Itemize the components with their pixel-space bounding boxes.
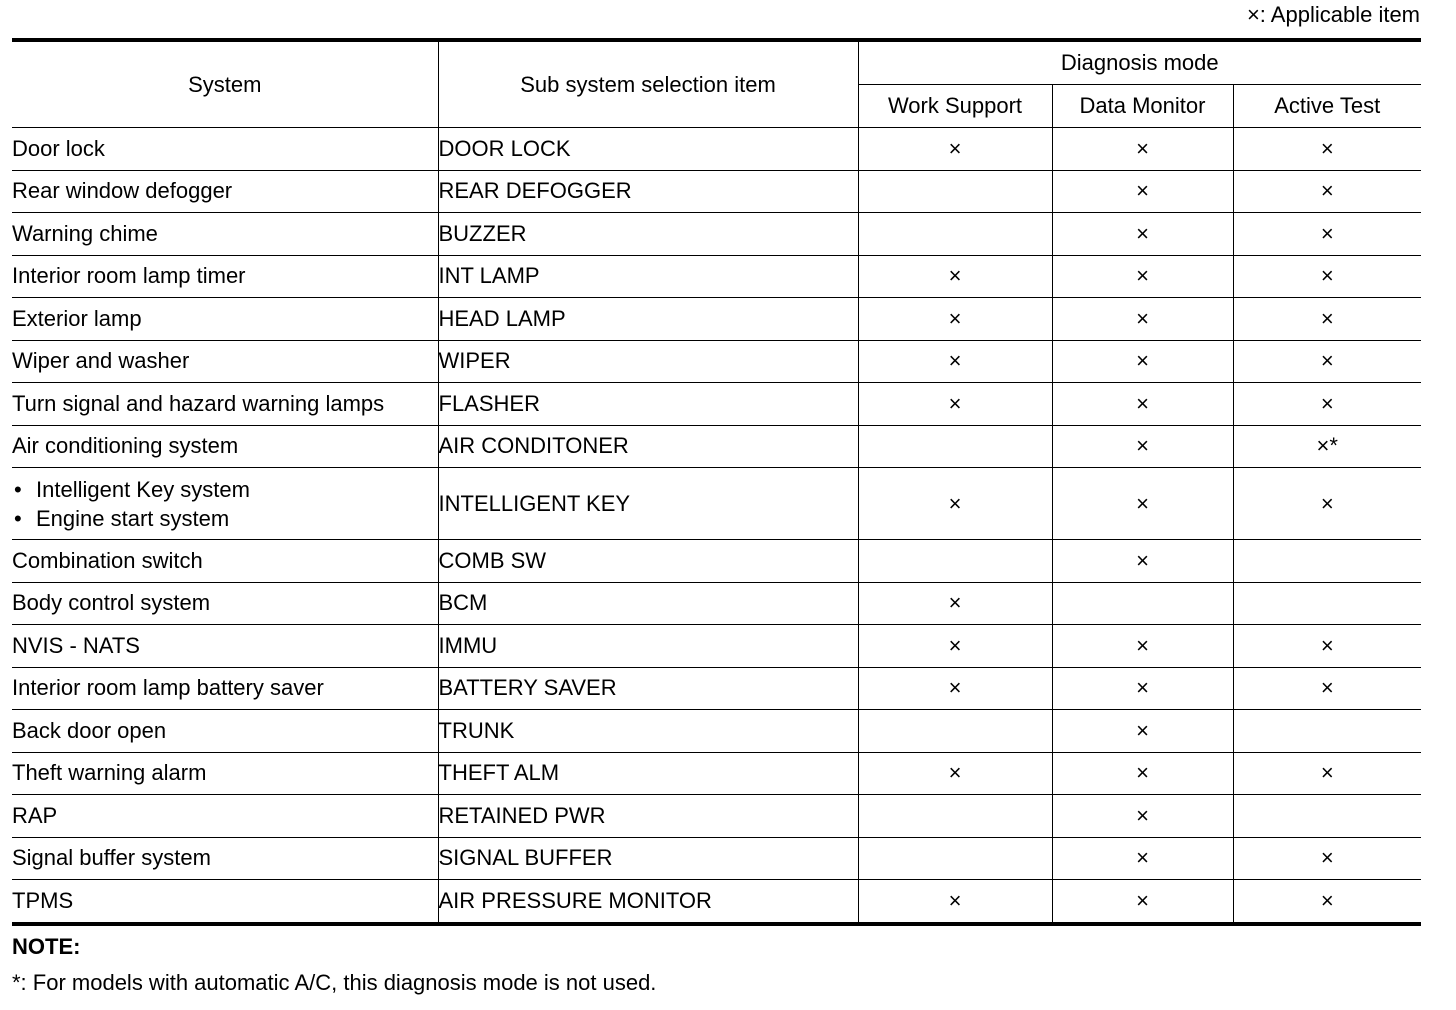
data-monitor-mark: × <box>1052 837 1233 880</box>
table-row <box>12 837 1421 880</box>
active-test-mark: × <box>1233 298 1421 341</box>
system-cell: Warning chime <box>12 213 438 256</box>
sub-system-cell: INTELLIGENT KEY <box>438 468 858 540</box>
data-monitor-mark: × <box>1052 667 1233 710</box>
work-support-mark <box>858 170 1052 213</box>
data-monitor-mark: × <box>1052 213 1233 256</box>
system-cell: Air conditioning system <box>12 425 438 468</box>
work-support-mark <box>858 795 1052 838</box>
work-support-mark <box>858 710 1052 753</box>
table-row <box>12 128 1421 171</box>
data-monitor-mark: × <box>1052 540 1233 583</box>
table-row <box>12 255 1421 298</box>
work-support-mark <box>858 213 1052 256</box>
work-support-mark <box>858 540 1052 583</box>
table-row <box>12 170 1421 213</box>
table-row <box>12 795 1421 838</box>
table-row <box>12 298 1421 341</box>
system-cell: Combination switch <box>12 540 438 583</box>
active-test-mark <box>1233 582 1421 625</box>
system-cell: Interior room lamp timer <box>12 255 438 298</box>
table-row <box>12 625 1421 668</box>
work-support-mark: × <box>858 340 1052 383</box>
data-monitor-mark: × <box>1052 255 1233 298</box>
active-test-mark: × <box>1233 880 1421 924</box>
sub-system-cell: DOOR LOCK <box>438 128 858 171</box>
table-row <box>12 752 1421 795</box>
work-support-mark: × <box>858 468 1052 540</box>
table-row <box>12 213 1421 256</box>
header-active-test: Active Test <box>1233 85 1421 128</box>
table-row <box>12 383 1421 426</box>
active-test-mark: × <box>1233 170 1421 213</box>
sub-system-cell: SIGNAL BUFFER <box>438 837 858 880</box>
active-test-mark: × <box>1233 383 1421 426</box>
active-test-mark: × <box>1233 340 1421 383</box>
table-row <box>12 540 1421 583</box>
work-support-mark: × <box>858 255 1052 298</box>
table-row <box>12 880 1421 924</box>
work-support-mark <box>858 837 1052 880</box>
active-test-mark <box>1233 540 1421 583</box>
table-row <box>12 425 1421 468</box>
data-monitor-mark: × <box>1052 128 1233 171</box>
sub-system-cell: WIPER <box>438 340 858 383</box>
data-monitor-mark: × <box>1052 752 1233 795</box>
active-test-mark <box>1233 795 1421 838</box>
work-support-mark: × <box>858 880 1052 924</box>
work-support-mark: × <box>858 383 1052 426</box>
active-test-mark: × <box>1233 468 1421 540</box>
active-test-mark: × <box>1233 625 1421 668</box>
system-cell: Interior room lamp battery saver <box>12 667 438 710</box>
applicable-item-legend: ×: Applicable item <box>1246 2 1420 27</box>
table-row <box>12 468 1421 540</box>
sub-system-cell: AIR PRESSURE MONITOR <box>438 880 858 924</box>
active-test-mark <box>1233 710 1421 753</box>
system-cell: Rear window defogger <box>12 170 438 213</box>
data-monitor-mark <box>1052 582 1233 625</box>
header-sub-system: Sub system selection item <box>438 40 858 128</box>
active-test-mark: × <box>1233 255 1421 298</box>
sub-system-cell: IMMU <box>438 625 858 668</box>
active-test-mark: × <box>1233 837 1421 880</box>
system-cell: Signal buffer system <box>12 837 438 880</box>
work-support-mark: × <box>858 752 1052 795</box>
data-monitor-mark: × <box>1052 383 1233 426</box>
active-test-mark: × <box>1233 213 1421 256</box>
table-row <box>12 710 1421 753</box>
sub-system-cell: RETAINED PWR <box>438 795 858 838</box>
data-monitor-mark: × <box>1052 298 1233 341</box>
system-cell: Exterior lamp <box>12 298 438 341</box>
data-monitor-mark: × <box>1052 625 1233 668</box>
system-bullet-item: • Engine start system <box>12 504 438 533</box>
system-cell: Door lock <box>12 128 438 171</box>
system-cell: Turn signal and hazard warning lamps <box>12 383 438 426</box>
sub-system-cell: FLASHER <box>438 383 858 426</box>
work-support-mark <box>858 425 1052 468</box>
data-monitor-mark: × <box>1052 340 1233 383</box>
system-cell: TPMS <box>12 880 438 924</box>
data-monitor-mark: × <box>1052 170 1233 213</box>
active-test-mark: ×* <box>1233 425 1421 468</box>
header-system: System <box>12 40 438 128</box>
data-monitor-mark: × <box>1052 880 1233 924</box>
system-cell: Back door open <box>12 710 438 753</box>
sub-system-cell: INT LAMP <box>438 255 858 298</box>
sub-system-cell: AIR CONDITONER <box>438 425 858 468</box>
system-bullet-item: • Intelligent Key system <box>12 475 438 504</box>
system-bullet-list <box>12 475 438 533</box>
system-cell: Wiper and washer <box>12 340 438 383</box>
data-monitor-mark: × <box>1052 795 1233 838</box>
table-row <box>12 667 1421 710</box>
system-cell: Body control system <box>12 582 438 625</box>
active-test-mark: × <box>1233 128 1421 171</box>
sub-system-cell: THEFT ALM <box>438 752 858 795</box>
sub-system-cell: REAR DEFOGGER <box>438 170 858 213</box>
sub-system-cell: BATTERY SAVER <box>438 667 858 710</box>
system-cell: RAP <box>12 795 438 838</box>
diagnosis-mode-table <box>12 38 1421 926</box>
work-support-mark: × <box>858 582 1052 625</box>
data-monitor-mark: × <box>1052 468 1233 540</box>
work-support-mark: × <box>858 667 1052 710</box>
header-data-monitor: Data Monitor <box>1052 85 1233 128</box>
work-support-mark: × <box>858 298 1052 341</box>
note-text: *: For models with automatic A/C, this diagnosis mode is not used. <box>12 970 657 995</box>
sub-system-cell: COMB SW <box>438 540 858 583</box>
active-test-mark: × <box>1233 752 1421 795</box>
sub-system-cell: TRUNK <box>438 710 858 753</box>
note-title: NOTE: <box>12 934 81 959</box>
system-cell: NVIS - NATS <box>12 625 438 668</box>
work-support-mark: × <box>858 625 1052 668</box>
system-cell <box>12 468 438 540</box>
data-monitor-mark: × <box>1052 710 1233 753</box>
work-support-mark: × <box>858 128 1052 171</box>
header-work-support: Work Support <box>858 85 1052 128</box>
active-test-mark: × <box>1233 667 1421 710</box>
table-row <box>12 340 1421 383</box>
header-diagnosis-mode: Diagnosis mode <box>858 40 1421 85</box>
table-row <box>12 582 1421 625</box>
data-monitor-mark: × <box>1052 425 1233 468</box>
sub-system-cell: BUZZER <box>438 213 858 256</box>
sub-system-cell: HEAD LAMP <box>438 298 858 341</box>
sub-system-cell: BCM <box>438 582 858 625</box>
system-cell: Theft warning alarm <box>12 752 438 795</box>
